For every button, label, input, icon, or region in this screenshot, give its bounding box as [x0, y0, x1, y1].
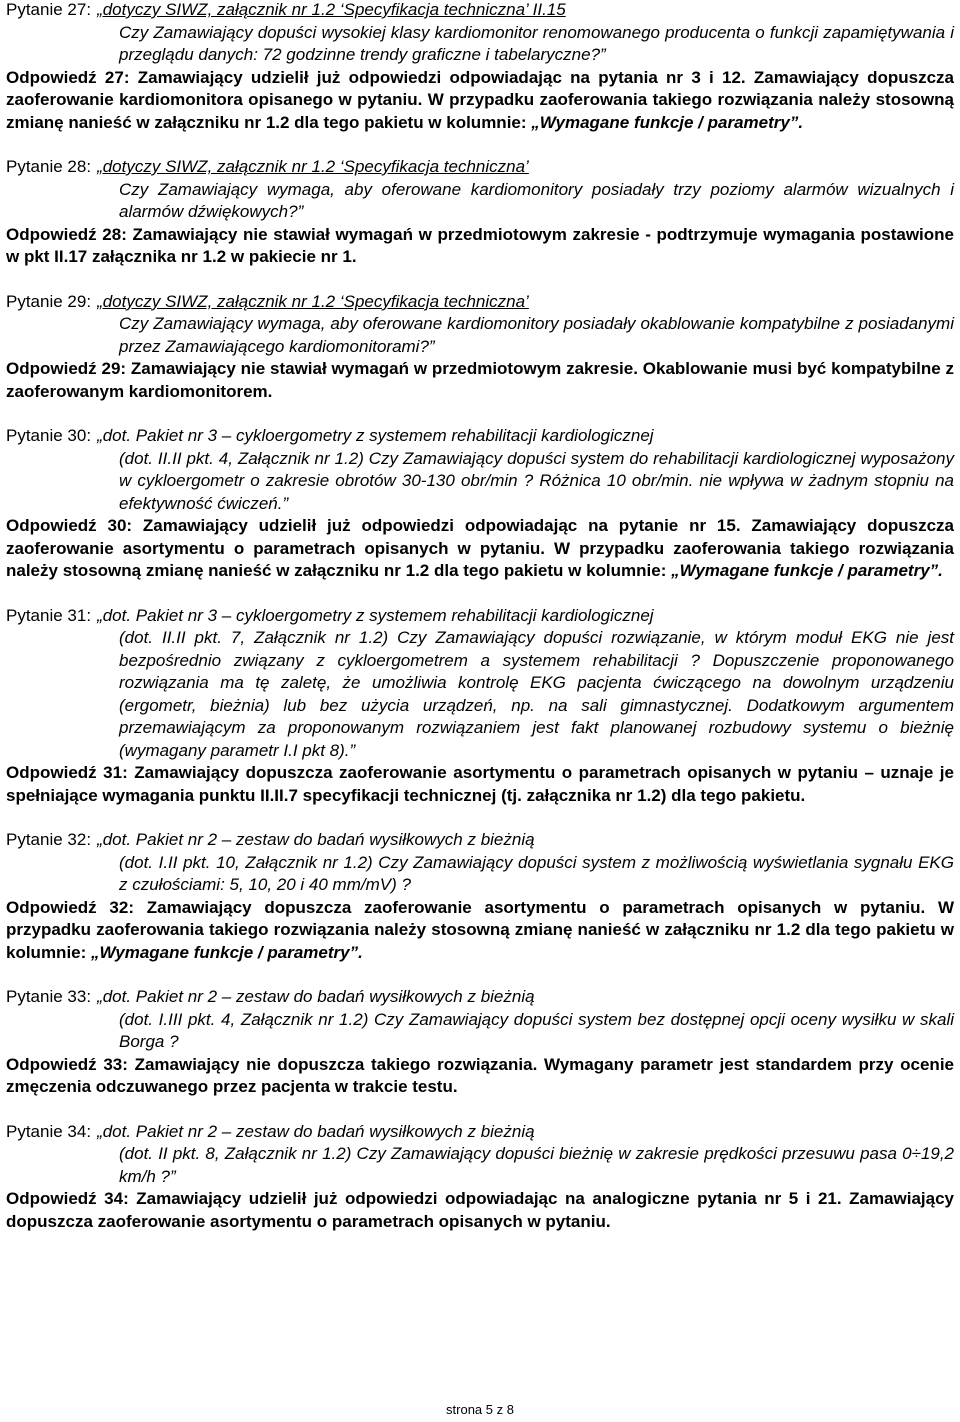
qa-block-28	[6, 156, 954, 269]
question-topic: „dotyczy SIWZ, załącznik nr 1.2 ‘Specyfikacja techniczna’ II.15	[97, 0, 566, 19]
answer: Odpowiedź 29: Zamawiający nie stawiał wymagań w przedmiotowym zakresie. Okablowanie musi być kompatybilne z zaoferowanym kardiomonitorem.	[6, 359, 954, 401]
question-topic: „dotyczy SIWZ, załącznik nr 1.2 ‘Specyfikacja techniczna’	[97, 157, 529, 176]
question-topic: „dotyczy SIWZ, załącznik nr 1.2 ‘Specyfikacja techniczna’	[97, 291, 529, 311]
qa-block-29	[6, 291, 954, 404]
question-body: (dot. II.II pkt. 4, Załącznik nr 1.2) Czy Zamawiający dopuści system do rehabilitacji kardiologicznej wyposażony w cykloergometr o zakresie obrotów 30-130 obr/min ? Różnica 10 obr/min. nie wpływa w żadnym stopniu na efektywność ćwiczeń.”	[119, 448, 954, 513]
question-label: Pytanie 32:	[6, 830, 92, 849]
question-body: (dot. I.III pkt. 4, Załącznik nr 1.2) Czy Zamawiający dopuści system bez dostępnej opcji oceny wysiłku w skali Borga ?	[119, 1009, 954, 1051]
question-label: Pytanie 27:	[6, 0, 92, 19]
qa-block-34	[6, 1121, 954, 1234]
answer-text: Odpowiedź 30: Zamawiający udzielił już odpowiedzi odpowiadając na pytanie nr 15. Zamawiający dopuszcza zaoferowanie asortymentu o parametrach opisanych w pytaniu. W przypadku zaoferowania takiego rozwiązania należy stosowną zmianę nanieść w załączniku nr 1.2 dla tego pakietu w kolumnie:	[6, 516, 954, 580]
question-topic: „dot. Pakiet nr 3 – cykloergometry z systemem rehabilitacji kardiologicznej	[97, 426, 654, 445]
question-label: Pytanie 28:	[6, 157, 92, 176]
question-label: Pytanie 29:	[6, 291, 92, 311]
document-body	[6, 0, 954, 1233]
answer-column-name: „Wymagane funkcje / parametry”.	[91, 942, 363, 962]
question-body: Czy Zamawiający wymaga, aby oferowane kardiomonitory posiadały trzy poziomy alarmów wizualnych i alarmów dźwiękowych?”	[119, 179, 954, 221]
question-label: Pytanie 33:	[6, 987, 92, 1006]
qa-block-31	[6, 605, 954, 808]
answer	[6, 515, 954, 583]
answer: Odpowiedź 28: Zamawiający nie stawiał wymagań w przedmiotowym zakresie - podtrzymuje wymagania postawione w pkt II.17 załącznika nr 1.2 w pakiecie nr 1.	[6, 224, 954, 266]
question-body: (dot. I.II pkt. 10, Załącznik nr 1.2) Czy Zamawiający dopuści system z możliwością wyświetlania sygnału EKG z czułościami: 5, 10, 20 i 40 mm/mV) ?	[119, 852, 954, 894]
question-header	[6, 156, 954, 179]
question-topic: „dot. Pakiet nr 3 – cykloergometry z systemem rehabilitacji kardiologicznej	[97, 605, 654, 625]
answer-column-name: „Wymagane funkcje / parametry”.	[671, 561, 943, 580]
answer: Odpowiedź 33: Zamawiający nie dopuszcza takiego rozwiązania. Wymagany parametr jest standardem przy ocenie zmęczenia odczuwanego przez pacjenta w trakcie testu.	[6, 1054, 954, 1096]
answer	[6, 897, 954, 965]
page-number: strona 5 z 8	[446, 1402, 514, 1417]
answer: Odpowiedź 34: Zamawiający udzielił już odpowiedzi odpowiadając na analogiczne pytania nr 5 i 21. Zamawiający dopuszcza zaoferowanie asortymentu o parametrach opisanych w pytaniu.	[6, 1189, 954, 1231]
question-body: (dot. II.II pkt. 7, Załącznik nr 1.2) Czy Zamawiający dopuści rozwiązanie, w którym moduł EKG nie jest bezpośrednio związany z cykloergometrem a systemem rehabilitacji ? Dopuszczenie proponowanego rozwiązania ma tę zaletę, że umożliwia kontrolę EKG pacjenta ćwiczącego na dowolnym urządzeniu (ergometr, bieżnia) lub bez użycia urządzeń, np. na sali gimnastycznej. Dodatkowym argumentem przemawiającym za proponowanym rozwiązaniem jest fakt planowanej rozbudowy systemu o bieżnię (wymagany parametr I.I pkt 8).”	[119, 628, 954, 760]
qa-block-30	[6, 425, 954, 583]
question-topic: „dot. Pakiet nr 2 – zestaw do badań wysiłkowych z bieżnią	[97, 987, 535, 1006]
question-body: (dot. II pkt. 8, Załącznik nr 1.2) Czy Zamawiający dopuści bieżnię w zakresie prędkości przesuwu pasa 0÷19,2 km/h ?”	[119, 1144, 954, 1186]
question-header	[6, 986, 954, 1009]
qa-block-32	[6, 829, 954, 964]
question-label: Pytanie 31:	[6, 605, 92, 625]
question-header	[6, 0, 954, 22]
answer	[6, 67, 954, 135]
question-header	[6, 829, 954, 852]
answer-text: Odpowiedź 32: Zamawiający dopuszcza zaoferowanie asortymentu o parametrach opisanych w pytaniu. W przypadku zaoferowania takiego rozwiązania należy stosowną zmianę nanieść w załączniku nr 1.2 dla tego pakietu w kolumnie:	[6, 897, 954, 962]
answer-column-name: „Wymagane funkcje / parametry”.	[531, 112, 804, 132]
question-body: Czy Zamawiający wymaga, aby oferowane kardiomonitory posiadały okablowanie kompatybilne z posiadanymi przez Zamawiającego kardiomonitorami?”	[119, 314, 954, 356]
question-label: Pytanie 34:	[6, 1121, 92, 1141]
qa-block-27	[6, 0, 954, 134]
question-header	[6, 605, 954, 628]
question-header	[6, 1121, 954, 1144]
question-header	[6, 425, 954, 448]
question-header	[6, 291, 954, 314]
question-body: Czy Zamawiający dopuści wysokiej klasy kardiomonitor renomowanego producenta o funkcji zapamiętywania i przeglądu danych: 72 godzinne trendy graficzne i tabelaryczne?”	[119, 22, 954, 64]
question-topic: „dot. Pakiet nr 2 – zestaw do badań wysiłkowych z bieżnią	[97, 1121, 535, 1141]
question-label: Pytanie 30:	[6, 426, 92, 445]
question-topic: „dot. Pakiet nr 2 – zestaw do badań wysiłkowych z bieżnią	[97, 830, 535, 849]
answer-text: Odpowiedź 27: Zamawiający udzielił już odpowiedzi odpowiadając na pytania nr 3 i 12. Zamawiający dopuszcza zaoferowanie kardiomonitora opisanego w pytaniu. W przypadku zaoferowania takiego rozwiązania należy stosowną zmianę nanieść w załączniku nr 1.2 dla tego pakietu w kolumnie:	[6, 67, 954, 132]
answer: Odpowiedź 31: Zamawiający dopuszcza zaoferowanie asortymentu o parametrach opisanych w pytaniu – uznaje je spełniające wymagania punktu II.II.7 specyfikacji technicznej (tj. załącznika nr 1.2) dla tego pakietu.	[6, 763, 954, 805]
qa-block-33	[6, 986, 954, 1099]
